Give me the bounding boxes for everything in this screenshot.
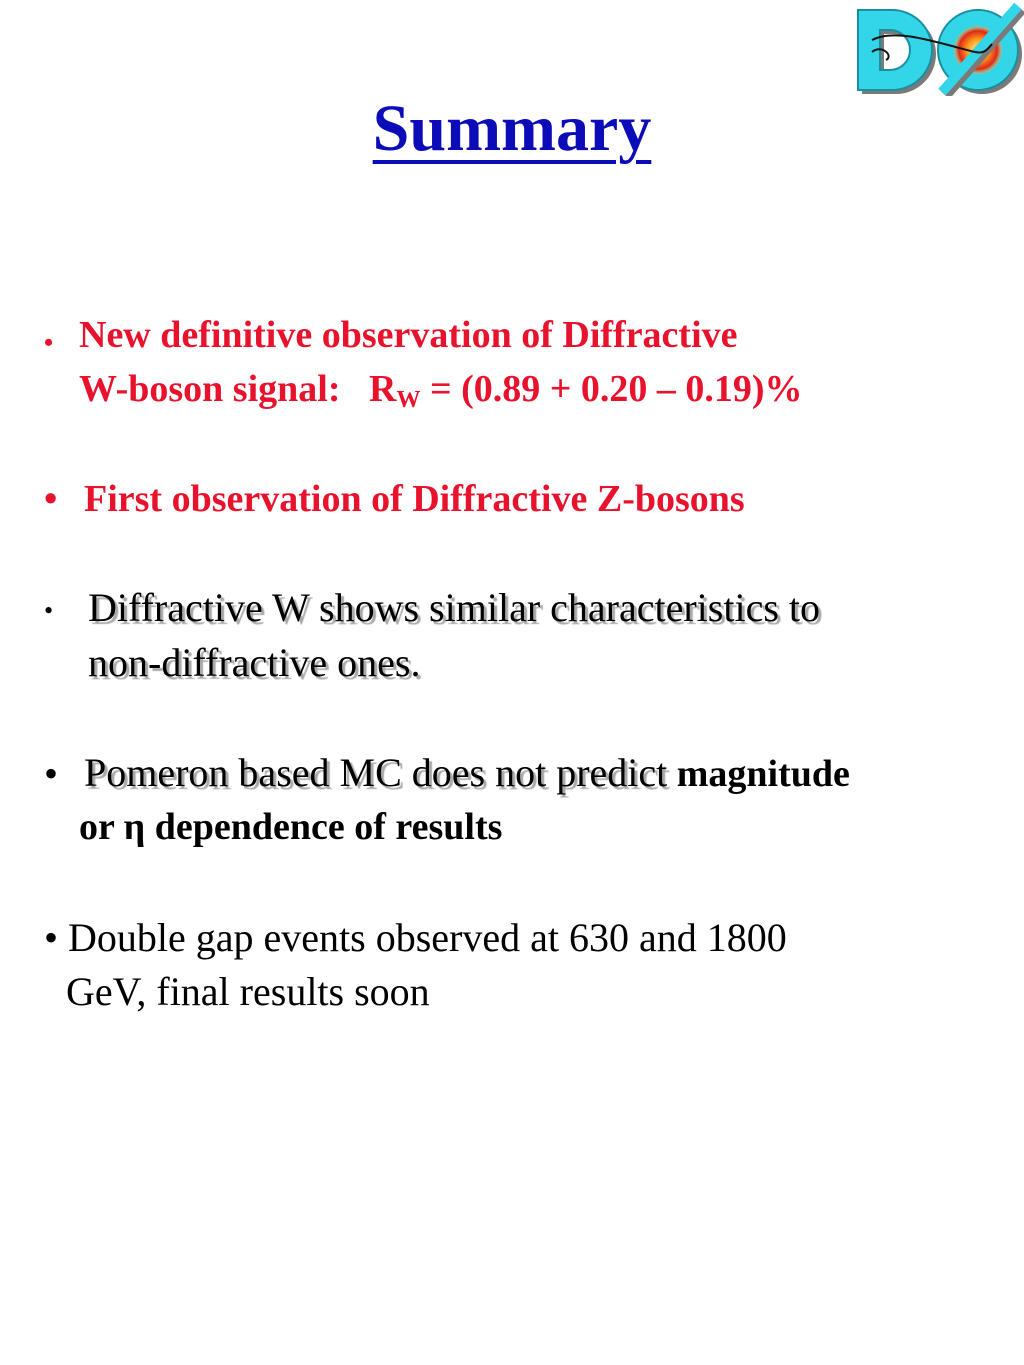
page-title: Summary <box>372 92 652 165</box>
bullet-4-marker: • <box>44 751 59 796</box>
bullet-1-marker: • <box>44 328 54 357</box>
bullet-1-subscript: W <box>396 387 421 413</box>
bullet-4-line-1-a: Pomeron based MC does not predict <box>84 750 668 795</box>
bullet-3-line-1: Diffractive W shows similar characteristics to <box>88 585 821 630</box>
bullet-2-text: First observation of Diffractive Z-bosons <box>84 478 745 520</box>
bullet-4-line-1-b: magnitude <box>667 753 850 795</box>
d0-logo <box>842 0 1024 96</box>
bullet-2-marker: • <box>44 478 58 520</box>
bullet-1-line-2-a: W-boson signal: R <box>79 368 397 410</box>
bullet-5-line-1: • Double gap events observed at 630 and 1800 <box>44 915 787 960</box>
bullet-5-line-2: GeV, final results soon <box>66 969 430 1014</box>
bullet-4-line-2: or η dependence of results <box>79 806 503 848</box>
bullet-3-marker: • <box>44 596 54 625</box>
bullet-3-line-2: non-diffractive ones. <box>88 640 421 685</box>
bullet-4-line-1 <box>84 750 850 795</box>
bullet-1-line-1: New definitive observation of Diffractive <box>79 314 738 356</box>
bullet-1-line-2-b: = (0.89 + 0.20 – 0.19)% <box>420 368 803 410</box>
bullet-1-line-2 <box>79 368 803 413</box>
